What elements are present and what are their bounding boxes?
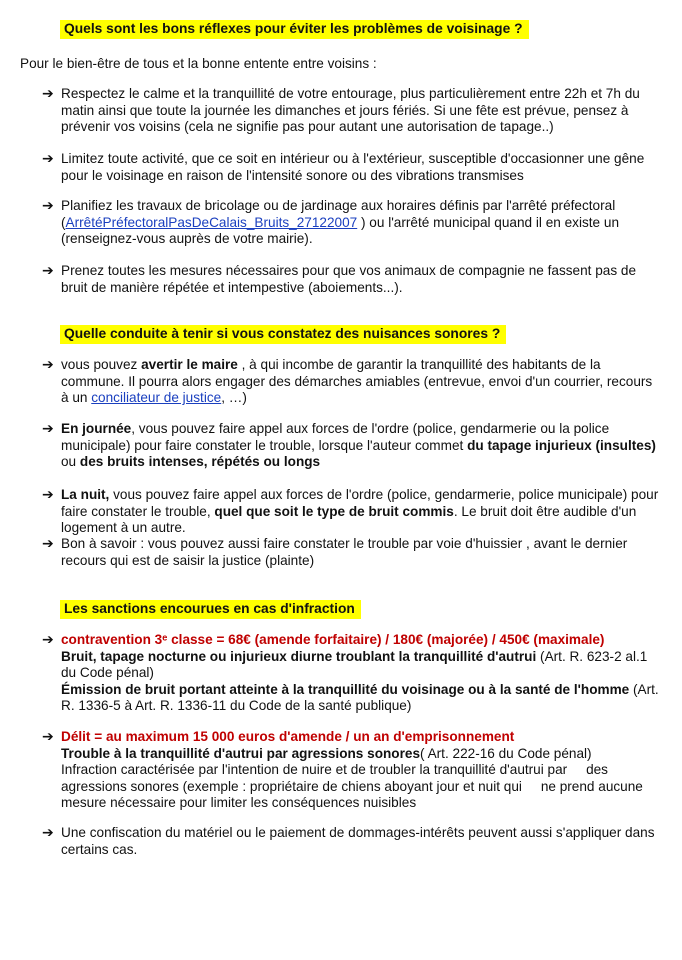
list-item: ➔ Planifiez les travaux de bricolage ou de jardinage aux horaires définis par l'arrêté préfectoral (ArrêtéPréfectoralPasDeCalais_Bruits_27122007 ) ou l'arrêté municipal quand il en existe un (renseignez-vous auprès de votre mairie). bbox=[42, 198, 619, 246]
right-arrow-icon: ➔ bbox=[42, 825, 54, 841]
list-item: ➔ Bon à savoir : vous pouvez aussi faire constater le trouble par voie d'huissier , avant le dernier recours qui est de saisir la justice (plainte) bbox=[42, 536, 628, 568]
conciliator-link[interactable]: conciliateur de justice bbox=[91, 390, 222, 405]
list-item: ➔ En journée, vous pouvez faire appel aux forces de l'ordre (police, gendarmerie ou la police municipale) pour faire constater le trouble, lorsque l'auteur commet du tapage injurieux (insultes) ou des bruits intenses, répétés ou longs bbox=[42, 421, 656, 469]
delit-line: Délit = au maximum 15 000 euros d'amende / un an d'emprisonnement bbox=[61, 729, 515, 744]
list-item: ➔ Limitez toute activité, que ce soit en intérieur ou à l'extérieur, susceptible d'occasionner une gêne pour le voisinage en raison de l'intensité sonore ou des vibrations transmises bbox=[42, 151, 645, 183]
list-item: ➔ La nuit, vous pouvez faire appel aux forces de l'ordre (police, gendarmerie, police municipale) pour faire constater le trouble, quel que soit le type de bruit commis. Le bruit doit être audible d'un logement à un autre. bbox=[42, 487, 659, 535]
prefectoral-decree-link[interactable]: ArrêtéPréfectoralPasDeCalais_Bruits_27122007 bbox=[65, 214, 358, 230]
right-arrow-icon: ➔ bbox=[42, 86, 54, 102]
list-item: ➔ Délit = au maximum 15 000 euros d'amende / un an d'emprisonnement Trouble à la tranquillité d'autrui par agressions sonores( Art. 222-16 du Code pénal) Infraction caractérisée par l'intention de nuire et de troubler la tranquillité d'autrui par des agressions sonores (exemple : propriétaire de chiens aboyant jour et nuit qui ne prend aucune mesure nécessaire pour limiter les conséquences nuisibles bbox=[42, 729, 662, 812]
section-heading-conduct: Quelle conduite à tenir si vous constatez des nuisances sonores ? bbox=[60, 325, 506, 344]
contravention-line: contravention 3ᵉ classe = 68€ (amende forfaitaire) / 180€ (majorée) / 450€ (maximale) bbox=[61, 632, 605, 647]
right-arrow-icon: ➔ bbox=[42, 632, 54, 648]
list-item: ➔ Respectez le calme et la tranquillité de votre entourage, plus particulièrement entre 22h et 7h du matin ainsi que toute la journée les dimanches et jours fériés. Si une fête est prévue, pensez à prévenir vos voisins (cela ne signifie pas pour autant une autorisation de tapage..) bbox=[42, 86, 640, 134]
right-arrow-icon: ➔ bbox=[42, 487, 54, 503]
list-item: ➔ Prenez toutes les mesures nécessaires pour que vos animaux de compagnie ne fassent pas de bruit de manière répétée et intempestive (aboiements...). bbox=[42, 263, 637, 295]
list-item: ➔ vous pouvez avertir le maire , à qui incombe de garantir la tranquillité des habitants de la commune. Il pourra alors engager des démarches amiables (entrevue, envoi d'un courrier, recours à un conciliateur de justice, …) bbox=[42, 357, 653, 405]
right-arrow-icon: ➔ bbox=[42, 151, 54, 167]
right-arrow-icon: ➔ bbox=[42, 198, 54, 214]
intro-text: Pour le bien-être de tous et la bonne entente entre voisins : bbox=[20, 56, 377, 71]
section-heading-sanctions: Les sanctions encourues en cas d'infraction bbox=[60, 600, 361, 619]
right-arrow-icon: ➔ bbox=[42, 536, 54, 552]
right-arrow-icon: ➔ bbox=[42, 729, 54, 745]
section-heading-reflexes: Quels sont les bons réflexes pour éviter les problèmes de voisinage ? bbox=[60, 20, 529, 39]
list-item: ➔ Une confiscation du matériel ou le paiement de dommages-intérêts peuvent aussi s'appliquer dans certains cas. bbox=[42, 825, 655, 857]
list-item: ➔ contravention 3ᵉ classe = 68€ (amende forfaitaire) / 180€ (majorée) / 450€ (maximale) Bruit, tapage nocturne ou injurieux diurne troublant la tranquillité d'autrui (Art. R. 623-2 al.1 du Code pénal) Émission de bruit portant atteinte à la tranquillité du voisinage ou à la santé de l'homme (Art. R. 1336-5 à Art. R. 1336-11 du Code de la santé publique) bbox=[42, 632, 662, 715]
right-arrow-icon: ➔ bbox=[42, 421, 54, 437]
right-arrow-icon: ➔ bbox=[42, 357, 54, 373]
right-arrow-icon: ➔ bbox=[42, 263, 54, 279]
